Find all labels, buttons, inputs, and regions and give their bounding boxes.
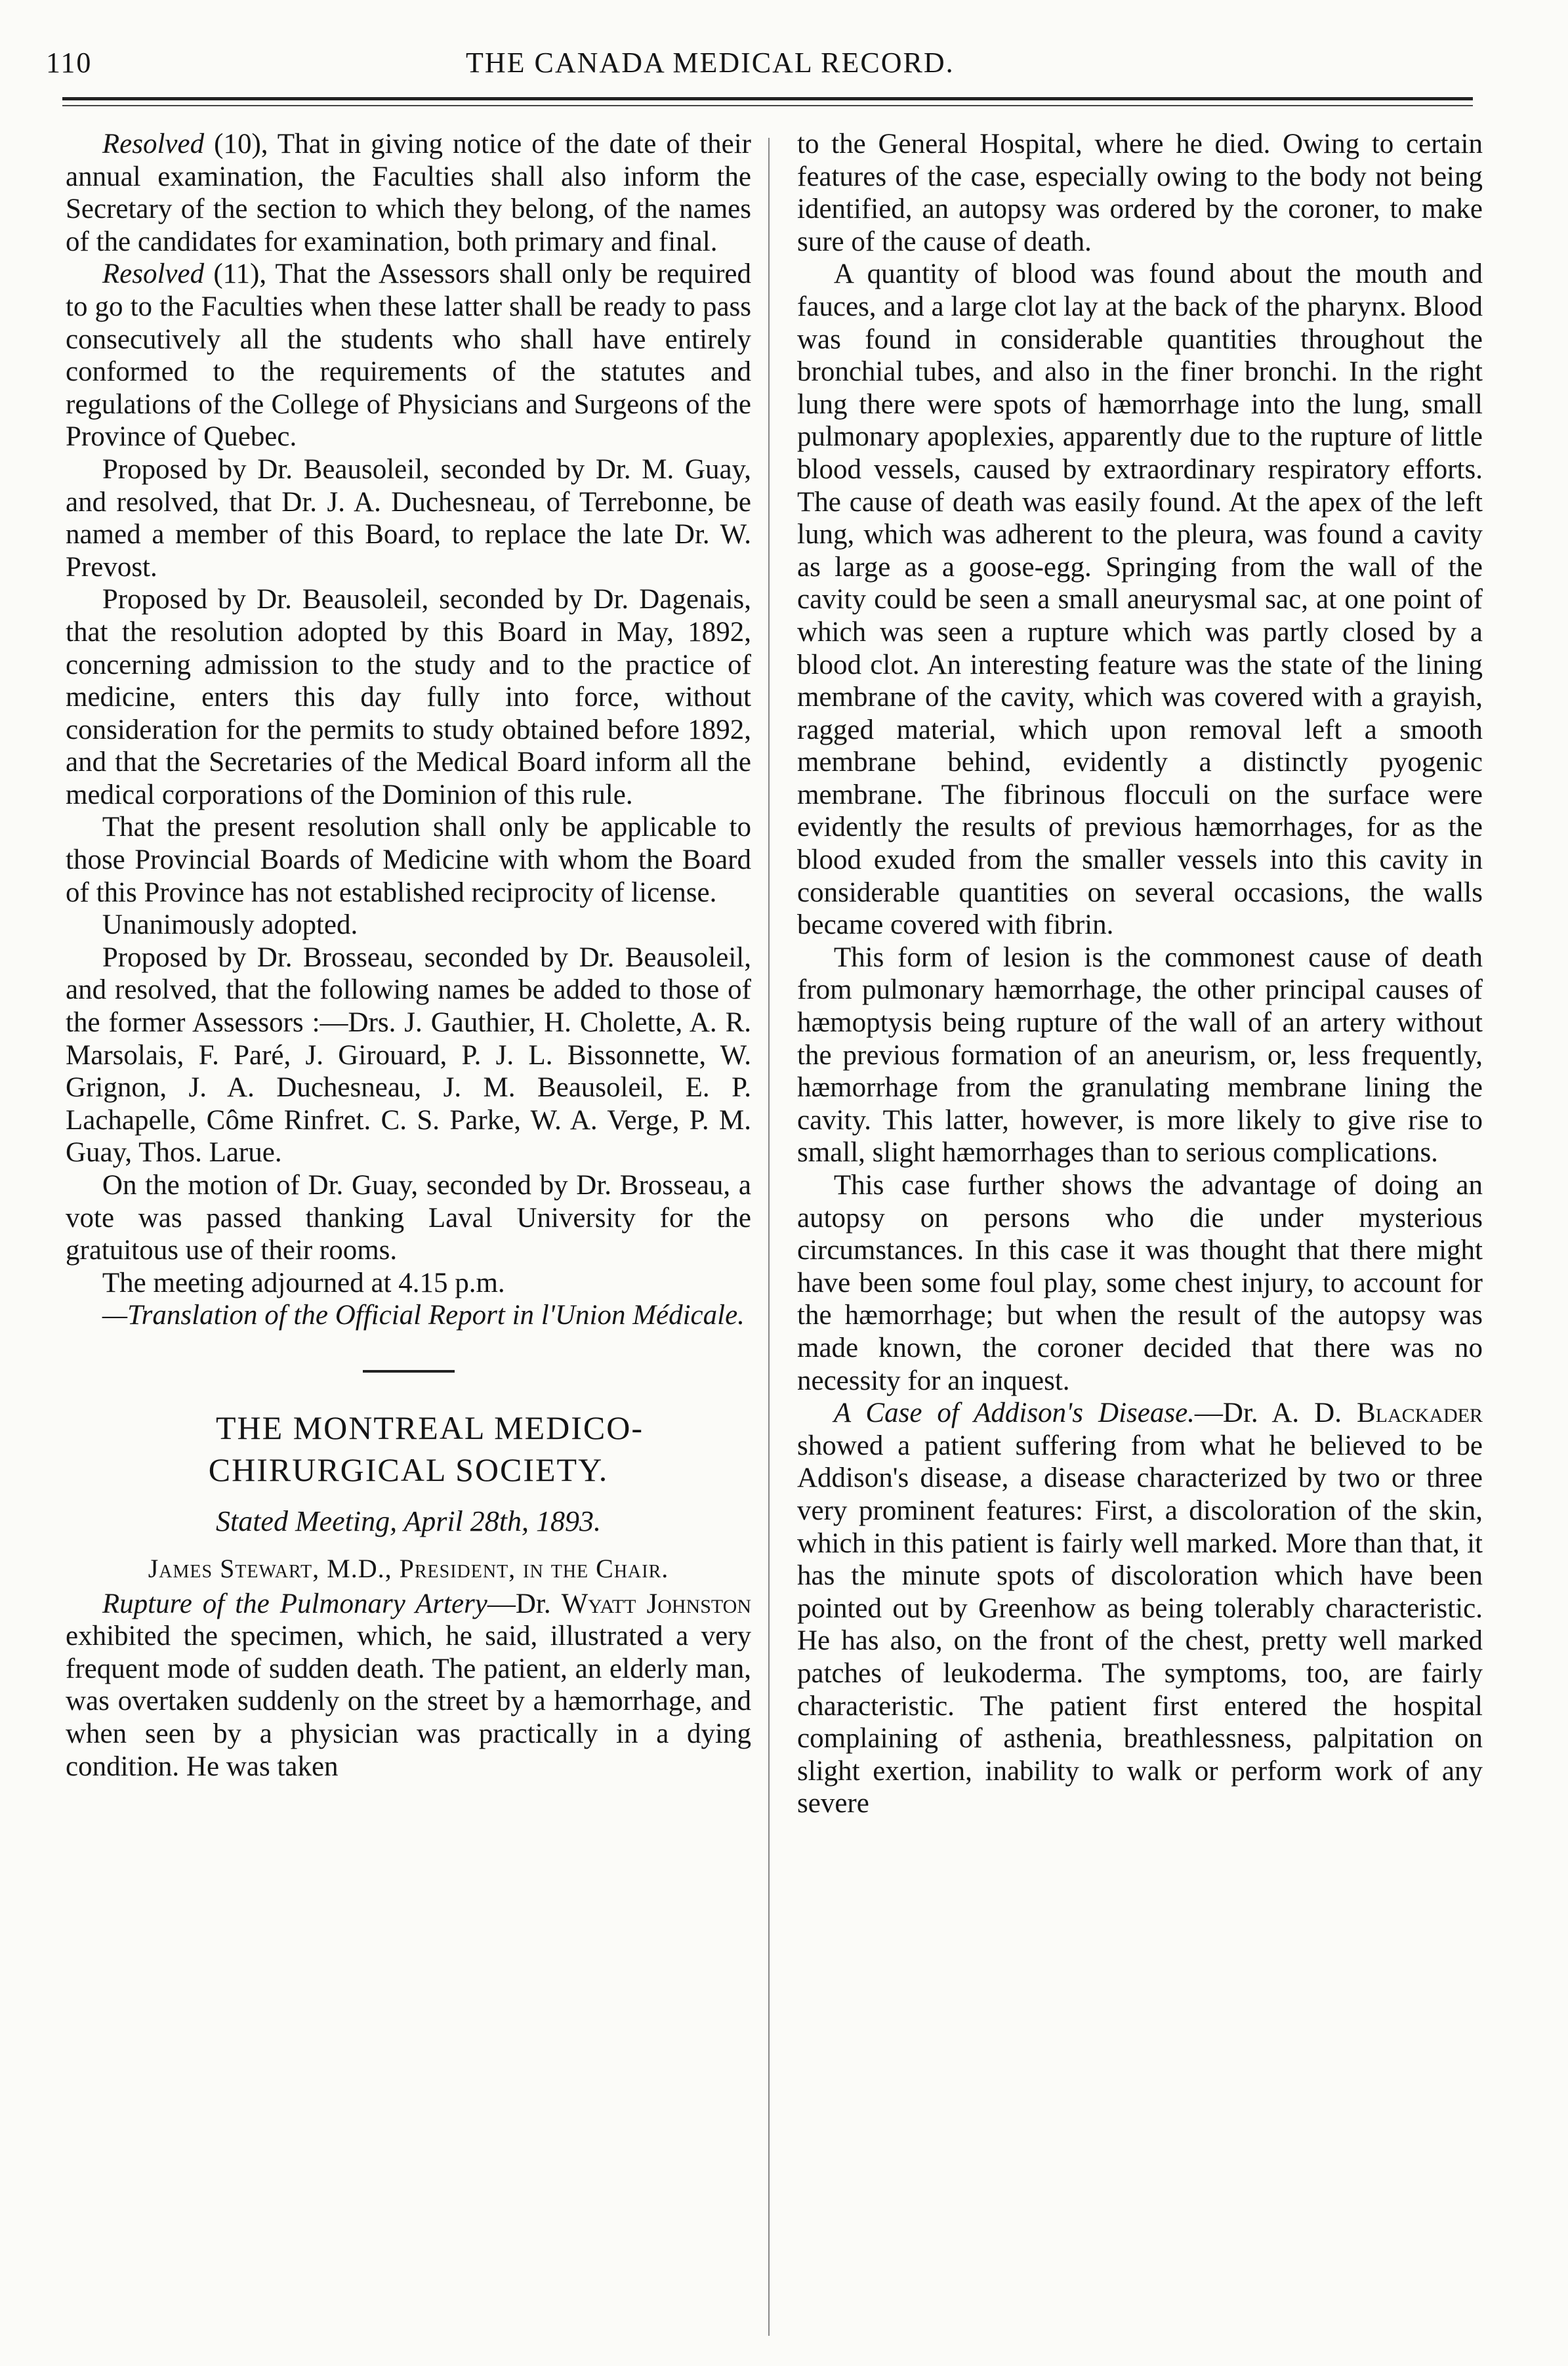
- resolution-11: [66, 258, 751, 453]
- paragraph: This case further shows the advantage of doing an autopsy on persons who die under mysterious circumstances. In this case it was thought that there might have been some foul play, some chest injury, to account for the hæmorrhage; but when the result of the autopsy was made known, the coroner decided that there was no necessity for an inquest.: [797, 1170, 1483, 1396]
- paragraph: to the General Hospital, where he died. Owing to certain features of the case, especially owing to the body not being identified, an autopsy was ordered by the coroner, to make sure of the cause of death.: [797, 129, 1483, 257]
- case-title: A Case of Addison's Disease.: [833, 1398, 1195, 1429]
- case-author: Blackader: [1356, 1398, 1483, 1429]
- resolved-label: Resolved: [102, 259, 205, 290]
- case-text: showed a patient suffering from what he believed to be Addison's disease, a disease characterized by two or three very prominent features: First, a discoloration of the skin, which in this patient is fairly well marked. More than that, it has the minute spots of discoloration which have been pointed out by Greenhow as being tolerably characteristic. He has also, on the front of the chest, pretty well marked patches of leukoderma. The symptoms, too, are fairly characteristic. The patient first entered the hospital complaining of asthenia, breathlessness, palpitation on slight exertion, inability to walk or perform work of any severe: [797, 1430, 1483, 1819]
- chair-line: James Stewart, M.D., President, in the Chair.: [148, 1553, 669, 1583]
- paragraph: Unanimously adopted.: [102, 909, 358, 941]
- paragraph: Proposed by Dr. Beausoleil, seconded by Dr. Dagenais, that the resolution adopted by this Board in May, 1892, concerning admission to the study and to the practice of medicine, enters this day fully into force, without consideration for the permits to study obtained before 1892, and that the Secretaries of the Medical Board inform all the medical corporations of the Dominion of this rule.: [66, 584, 751, 810]
- case-addisons-disease: [797, 1397, 1483, 1820]
- paragraph: This form of lesion is the commonest cause of death from pulmonary hæmorrhage, the other principal causes of hæmoptysis being rupture of the wall of an artery without the previous formation of an aneurism, or, less frequently, hæmorrhage from the granulating membrane lining the cavity. This latter, however, is more likely to give rise to small, slight hæmorrhages than to serious complications.: [797, 942, 1483, 1169]
- column-divider: [768, 138, 770, 2336]
- society-title: THE MONTREAL MEDICO-CHIRURGICAL SOCIETY.: [208, 1409, 644, 1488]
- header-rule-thin: [62, 105, 1473, 106]
- running-title: THE CANADA MEDICAL RECORD.: [466, 47, 955, 79]
- case-dash: —Dr. A. D.: [1194, 1398, 1357, 1429]
- header-rule-thick: [62, 97, 1473, 100]
- case-text: exhibited the specimen, which, he said, illustrated a very frequent mode of sudden death. The patient, an elderly man, was overtaken suddenly on the street by a hæmorrhage, and when seen by a physician was practically in a dying condition. He was taken: [66, 1621, 751, 1782]
- left-column: [66, 128, 751, 1783]
- paragraph: A quantity of blood was found about the mouth and fauces, and a large clot lay at the back of the pharynx. Blood was found in considerable quantities throughout the bronchial tubes, and also in the finer bronchi. In the right lung there were spots of hæmorrhage into the lung, small pulmonary apoplexies, apparently due to the rupture of little blood vessels, caused by extraordinary respiratory efforts. The cause of death was easily found. At the apex of the left lung, which was adherent to the pleura, was found a cavity as large as a goose-egg. Springing from the wall of the cavity could be seen a small aneurysmal sac, at one point of which was seen a rupture which was partly closed by a blood clot. An interesting feature was the state of the lining membrane of the cavity, which was covered with a grayish, ragged material, which upon removal left a smooth membrane behind, evidently a distinctly pyogenic membrane. The fibrinous flocculi on the surface were evidently the results of previous hæmorrhages, for as the blood exuded from the smaller vessels into this cavity in considerable quantities on several occasions, the walls became covered with fibrin.: [797, 259, 1483, 941]
- paragraph: Proposed by Dr. Brosseau, seconded by Dr. Beausoleil, and resolved, that the following names be added to those of the former Assessors :—Drs. J. Gauthier, H. Cholette, A. R. Marsolais, F. Paré, J. Girouard, P. J. L. Bissonnette, W. Grignon, J. A. Duchesneau, J. M. Beausoleil, E. P. Lachapelle, Côme Rinfret. C. S. Parke, W. A. Verge, P. M. Guay, Thos. Larue.: [66, 942, 751, 1169]
- page-number: 110: [46, 47, 93, 79]
- case-rupture-pulmonary-artery: [66, 1588, 751, 1783]
- paragraph: On the motion of Dr. Guay, seconded by Dr. Brosseau, a vote was passed thanking Laval University for the gratuitous use of their rooms.: [66, 1170, 751, 1266]
- resolution-text: (10), That in giving notice of the date of their annual examination, the Faculties shall also inform the Secretary of the section to which they belong, of the names of the candidates for examination, both primary and final.: [66, 129, 751, 257]
- resolved-label: Resolved: [102, 129, 205, 159]
- case-dash: —Dr.: [487, 1588, 562, 1619]
- section-separator: [363, 1370, 455, 1373]
- resolution-10: [66, 128, 751, 258]
- paragraph: The meeting adjourned at 4.15 p.m.: [102, 1267, 505, 1298]
- right-column: [797, 128, 1483, 1820]
- case-title: Rupture of the Pulmonary Artery: [102, 1588, 487, 1619]
- translation-credit: —Translation of the Official Report in l'Union Médicale.: [102, 1300, 745, 1331]
- case-author: Wyatt Johnston: [561, 1588, 752, 1619]
- page-header: [46, 39, 1489, 79]
- resolution-text: (11), That the Assessors shall only be required to go to the Faculties when these latter shall be ready to pass consecutively all the students who shall have entirely conformed to the requirements of the statutes and regulations of the College of Physicians and Surgeons of the Province of Quebec.: [66, 259, 751, 453]
- meeting-date: Stated Meeting, April 28th, 1893.: [215, 1505, 602, 1537]
- paragraph: Proposed by Dr. Beausoleil, seconded by Dr. M. Guay, and resolved, that Dr. J. A. Duchesneau, of Terrebonne, be named a member of this Board, to replace the late Dr. W. Prevost.: [66, 453, 751, 583]
- paragraph: That the present resolution shall only be applicable to those Provincial Boards of Medicine with whom the Board of this Province has not established reciprocity of license.: [66, 812, 751, 908]
